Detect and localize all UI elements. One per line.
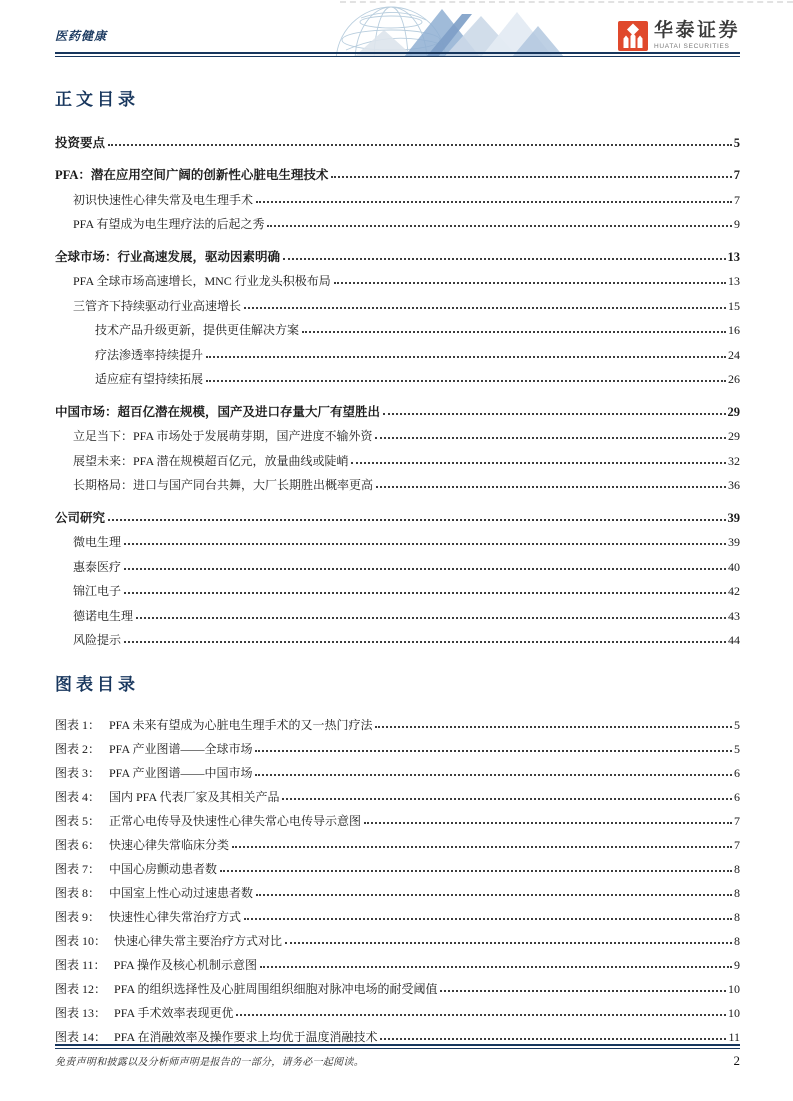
- dot-leader: [282, 798, 732, 800]
- figure-entry-label: 图表 9：: [55, 910, 101, 924]
- toc-entry-label: 锦江电子: [73, 584, 122, 598]
- dot-leader: [206, 356, 726, 358]
- figure-entry-page: 8: [734, 886, 740, 900]
- dot-leader: [124, 641, 726, 643]
- dot-leader: [351, 462, 726, 464]
- figures-heading: 图表目录: [55, 675, 139, 694]
- figure-entry-page: 8: [734, 934, 740, 948]
- toc-entry-label: 疗法渗透率持续提升: [95, 347, 204, 362]
- figure-entry[interactable]: [55, 925, 740, 949]
- toc-entry-page: 39: [727, 510, 740, 525]
- figure-entry-label: 图表 2：: [55, 742, 101, 756]
- toc-entry-page: 13: [727, 249, 740, 264]
- toc-entry-label: 三管齐下持续驱动行业高速增长: [73, 298, 242, 313]
- toc-entry[interactable]: [55, 599, 740, 624]
- toc-entry-page: 7: [734, 192, 740, 207]
- dot-leader: [364, 822, 732, 824]
- toc-entry[interactable]: [55, 501, 740, 526]
- toc-entry[interactable]: [55, 575, 740, 600]
- toc-entry-label: 全球市场：行业高速发展，驱动因素明确: [55, 249, 281, 264]
- figure-entry-title: PFA 的组织选择性及心脏周围组织细胞对脉冲电场的耐受阈值: [114, 982, 438, 996]
- toc-entry[interactable]: [55, 314, 740, 339]
- globe-decoration: [276, 0, 576, 57]
- dot-leader: [108, 144, 732, 146]
- dot-leader: [256, 201, 732, 203]
- figure-entry[interactable]: [55, 733, 740, 757]
- toc-entry-label: 公司研究: [55, 510, 106, 525]
- toc-entry-label: 适应症有望持续拓展: [95, 372, 204, 386]
- toc-entry[interactable]: [55, 550, 740, 575]
- figure-entry-label: 图表 13：: [55, 1006, 107, 1020]
- dot-leader: [124, 568, 726, 570]
- figure-entry-title: PFA 产业图谱——中国市场: [109, 766, 253, 780]
- toc-entry[interactable]: [55, 395, 740, 420]
- toc-entry-page: 42: [728, 584, 740, 598]
- figure-entry-page: 6: [734, 766, 740, 780]
- figure-entry[interactable]: [55, 901, 740, 925]
- toc-entry-page: 40: [728, 559, 740, 574]
- figure-entry-label: 图表 1：: [55, 718, 101, 732]
- brand-name-cn: 华泰证券: [653, 20, 740, 41]
- toc-entry-label: 初识快速性心律失常及电生理手术: [73, 192, 254, 207]
- figure-entry[interactable]: [55, 805, 740, 829]
- figure-entry-label: 图表 4：: [55, 790, 101, 804]
- toc-list: [55, 126, 740, 648]
- toc-entry-label: 德诺电生理: [73, 608, 134, 623]
- figure-entry[interactable]: [55, 853, 740, 877]
- dot-leader: [331, 176, 731, 178]
- toc-entry-label: 风险提示: [73, 633, 122, 647]
- figure-entry-page: 9: [734, 958, 740, 972]
- figure-entry-title: 快速心律失常主要治疗方式对比: [114, 934, 283, 948]
- dot-leader: [267, 225, 732, 227]
- figure-entry[interactable]: [55, 997, 740, 1021]
- toc-entry-page: 43: [728, 608, 740, 623]
- dot-leader: [244, 307, 726, 309]
- toc-entry-page: 29: [727, 404, 740, 419]
- toc-entry[interactable]: [55, 624, 740, 649]
- toc-entry[interactable]: [55, 289, 740, 314]
- toc-entry-page: 16: [728, 323, 740, 337]
- figure-entry-page: 11: [728, 1030, 740, 1044]
- toc-entry[interactable]: [55, 526, 740, 551]
- toc-entry-page: 15: [728, 298, 740, 313]
- figure-entry-title: 中国室上性心动过速患者数: [109, 886, 254, 900]
- toc-entry-label: 中国市场：超百亿潜在规模，国产及进口存量大厂有望胜出: [55, 404, 381, 419]
- dot-leader: [285, 942, 732, 944]
- page-footer: [55, 1044, 740, 1069]
- toc-entry-page: 29: [728, 429, 740, 443]
- disclaimer-text: 免责声明和披露以及分析师声明是报告的一部分，请务必一起阅读。: [55, 1057, 364, 1068]
- dot-leader: [232, 846, 732, 848]
- toc-entry-page: 7: [733, 168, 740, 182]
- huatai-logo: [618, 21, 740, 51]
- dot-leader: [380, 1038, 726, 1040]
- figure-entry-page: 10: [728, 982, 740, 996]
- content-area: [55, 85, 740, 1045]
- toc-entry[interactable]: [55, 159, 740, 184]
- dot-leader: [124, 592, 726, 594]
- figure-entry[interactable]: [55, 877, 740, 901]
- toc-entry-page: 26: [728, 372, 740, 386]
- figure-entry-page: 7: [734, 838, 740, 852]
- figure-entry[interactable]: [55, 757, 740, 781]
- toc-entry[interactable]: [55, 208, 740, 233]
- figures-list: [55, 709, 740, 1045]
- toc-entry[interactable]: [55, 183, 740, 208]
- figure-entry-title: 正常心电传导及快速性心律失常心电传导示意图: [109, 814, 362, 828]
- dot-leader: [206, 380, 726, 382]
- brand-name-en: HUATAI SECURITIES: [653, 43, 730, 50]
- brand-text: [654, 21, 740, 50]
- figure-entry[interactable]: [55, 829, 740, 853]
- figure-entry-title: 国内 PFA 代表厂家及其相关产品: [109, 790, 280, 804]
- figure-entry-page: 7: [734, 814, 740, 828]
- toc-entry-label: 惠泰医疗: [73, 559, 122, 574]
- toc-entry[interactable]: [55, 126, 740, 151]
- figure-entry-title: PFA 操作及核心机制示意图: [113, 958, 258, 972]
- toc-entry-label: PFA：潜在应用空间广阔的创新性心脏电生理技术: [55, 168, 329, 182]
- dot-leader: [302, 331, 726, 333]
- figure-entry-title: PFA 未来有望成为心脏电生理手术的又一热门疗法: [109, 718, 373, 732]
- figure-entry-page: 10: [728, 1006, 740, 1020]
- toc-entry-page: 13: [728, 274, 740, 288]
- toc-entry-label: 长期格局：进口与国产同台共舞，大厂长期胜出概率更高: [73, 478, 374, 492]
- dot-leader: [375, 437, 726, 439]
- toc-entry[interactable]: [55, 363, 740, 388]
- toc-entry-label: PFA 有望成为电生理疗法的后起之秀: [73, 217, 265, 231]
- figure-entry-label: 图表 12：: [55, 982, 107, 996]
- figure-entry-title: 快速性心律失常治疗方式: [109, 910, 242, 924]
- page-number: 2: [733, 1053, 740, 1068]
- figure-entry[interactable]: [55, 781, 740, 805]
- toc-entry[interactable]: [55, 420, 740, 445]
- figure-entry[interactable]: [55, 1021, 740, 1045]
- dot-leader: [283, 258, 725, 260]
- dot-leader: [383, 413, 725, 415]
- figure-entry-label: 图表 7：: [55, 862, 101, 876]
- figure-entry-page: 5: [734, 718, 740, 732]
- dot-leader: [136, 617, 726, 619]
- dot-leader: [255, 774, 732, 776]
- dot-leader: [375, 726, 732, 728]
- dot-leader: [440, 990, 726, 992]
- figure-entry-label: 图表 6：: [55, 838, 101, 852]
- figure-entry-title: 快速心律失常临床分类: [109, 838, 230, 852]
- toc-entry-page: 32: [728, 453, 740, 468]
- page-header: [0, 0, 793, 57]
- figure-entry[interactable]: [55, 709, 740, 733]
- toc-entry-page: 9: [734, 217, 740, 231]
- toc-entry-page: 44: [728, 633, 740, 647]
- dot-leader: [124, 543, 726, 545]
- dot-leader: [376, 486, 726, 488]
- toc-entry-label: 微电生理: [73, 535, 122, 549]
- toc-entry-label: 立足当下：PFA 市场处于发展萌芽期，国产进度不输外资: [73, 429, 373, 443]
- toc-entry[interactable]: [55, 265, 740, 290]
- header-rule: [55, 52, 740, 57]
- figure-entry-title: 中国心房颤动患者数: [109, 862, 218, 876]
- dot-leader: [256, 894, 732, 896]
- footer-rule: [55, 1044, 740, 1049]
- huatai-logo-icon: [618, 21, 648, 51]
- dot-leader: [108, 519, 725, 521]
- dot-leader: [236, 1014, 726, 1016]
- toc-entry-label: PFA 全球市场高速增长，MNC 行业龙头积极布局: [73, 274, 331, 288]
- toc-entry-page: 36: [728, 478, 740, 492]
- figure-entry[interactable]: [55, 949, 740, 973]
- toc-entry-page: 24: [728, 347, 740, 362]
- toc-entry[interactable]: [55, 338, 740, 363]
- figure-entry-label: 图表 8：: [55, 886, 101, 900]
- figure-entry-page: 6: [734, 790, 740, 804]
- figure-entry-page: 8: [734, 910, 740, 924]
- figure-entry-title: PFA 产业图谱——全球市场: [109, 742, 253, 756]
- dot-leader: [220, 870, 732, 872]
- figure-entry[interactable]: [55, 973, 740, 997]
- toc-entry-label: 展望未来：PFA 潜在规模超百亿元，放量曲线或陡峭: [73, 453, 349, 468]
- figure-entry-label: 图表 14：: [55, 1030, 107, 1044]
- figure-entry-label: 图表 5：: [55, 814, 101, 828]
- toc-heading: 正文目录: [55, 90, 139, 109]
- toc-entry[interactable]: [55, 240, 740, 265]
- toc-entry-page: 5: [733, 135, 740, 150]
- dot-leader: [260, 966, 732, 968]
- dot-leader: [334, 282, 726, 284]
- figure-entry-title: PFA 在消融效率及操作要求上均优于温度消融技术: [114, 1030, 378, 1044]
- dot-leader: [244, 918, 732, 920]
- report-category: 医药健康: [55, 29, 108, 43]
- toc-entry[interactable]: [55, 469, 740, 494]
- figure-entry-label: 图表 10：: [55, 934, 107, 948]
- dot-leader: [255, 750, 732, 752]
- toc-entry-label: 投资要点: [55, 135, 106, 150]
- figure-entry-label: 图表 3：: [55, 766, 101, 780]
- toc-entry-label: 技术产品升级更新，提供更佳解决方案: [95, 323, 300, 337]
- figure-entry-page: 8: [734, 862, 740, 876]
- figure-entry-label: 图表 11：: [55, 958, 106, 972]
- toc-entry[interactable]: [55, 444, 740, 469]
- toc-entry-page: 39: [728, 535, 740, 549]
- figure-entry-title: PFA 手术效率表现更优: [114, 1006, 234, 1020]
- figure-entry-page: 5: [734, 742, 740, 756]
